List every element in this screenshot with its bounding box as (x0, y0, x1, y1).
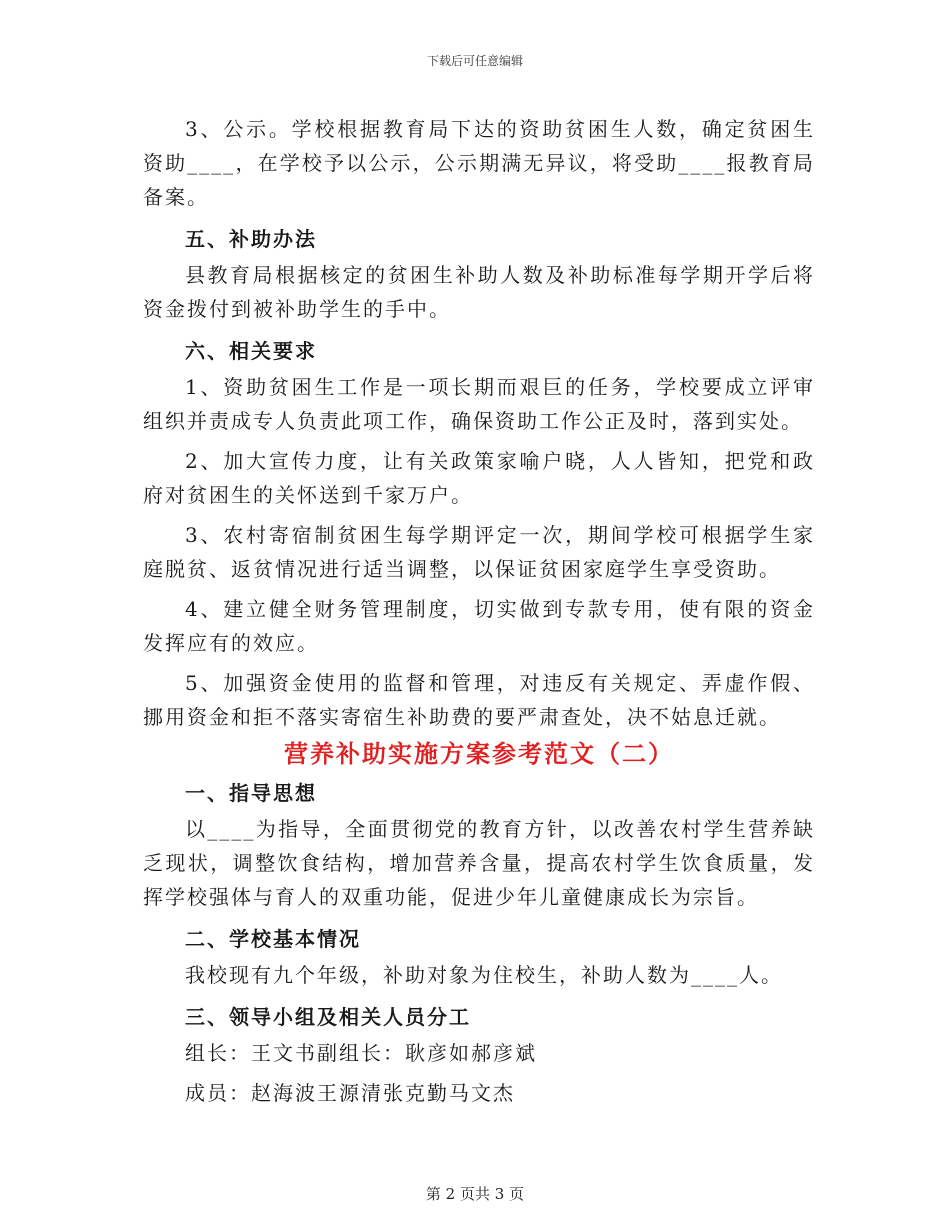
heading-requirements: 六、相关要求 (185, 339, 317, 363)
section-title: 营养补助实施方案参考范文（二） (284, 740, 674, 768)
heading-subsidy-method: 五、补助办法 (185, 227, 317, 251)
paragraph-requirement-4: 4、建立健全财务管理制度，切实做到专款专用，使有限的资金发挥应有的效应。 (143, 597, 815, 655)
page-header: 下载后可任意编辑 (426, 54, 523, 68)
paragraph-requirement-3: 3、农村寄宿制贫困生每学期评定一次，期间学校可根据学生家庭脱贫、返贫情况进行适当调整，以保证贫困家庭学生享受资助。 (143, 523, 815, 581)
heading-leadership: 三、领导小组及相关人员分工 (185, 1005, 471, 1029)
paragraph-members: 成员：赵海波王源清张克勤马文杰 (185, 1081, 515, 1105)
paragraph-requirement-1: 1、资助贫困生工作是一项长期而艰巨的任务，学校要成立评审组织并责成专人负责此项工作，确保资助工作公正及时，落到实处。 (143, 375, 815, 433)
paragraph-subsidy-method: 县教育局根据核定的贫困生补助人数及补助标准每学期开学后将资金拨付到被补助学生的手中。 (143, 263, 815, 321)
paragraph-guiding-ideology: 以____为指导，全面贯彻党的教育方针，以改善农村学生营养缺乏现状，调整饮食结构，增加营养含量，提高农村学生饮食质量，发挥学校强体与育人的双重功能，促进少年儿童健康成长为宗旨。 (143, 817, 815, 909)
paragraph-publicity: 3、公示。学校根据教育局下达的资助贫困生人数，确定贫困生资助____，在学校予以公示，公示期满无异议，将受助____报教育局备案。 (143, 117, 815, 209)
paragraph-leaders: 组长：王文书副组长：耿彦如郝彦斌 (185, 1041, 537, 1065)
paragraph-school-info: 我校现有九个年级，补助对象为住校生，补助人数为____人。 (185, 963, 783, 987)
document-body (143, 112, 815, 1110)
page-footer: 第 2 页共 3 页 (425, 1185, 525, 1203)
paragraph-requirement-5: 5、加强资金使用的监督和管理，对违反有关规定、弄虚作假、挪用资金和拒不落实寄宿生补助费的要严肃查处，决不姑息迁就。 (143, 671, 815, 729)
paragraph-requirement-2: 2、加大宣传力度，让有关政策家喻户晓，人人皆知，把党和政府对贫困生的关怀送到千家万户。 (143, 449, 815, 507)
heading-school-info: 二、学校基本情况 (185, 927, 361, 951)
heading-guiding-ideology: 一、指导思想 (185, 781, 317, 805)
